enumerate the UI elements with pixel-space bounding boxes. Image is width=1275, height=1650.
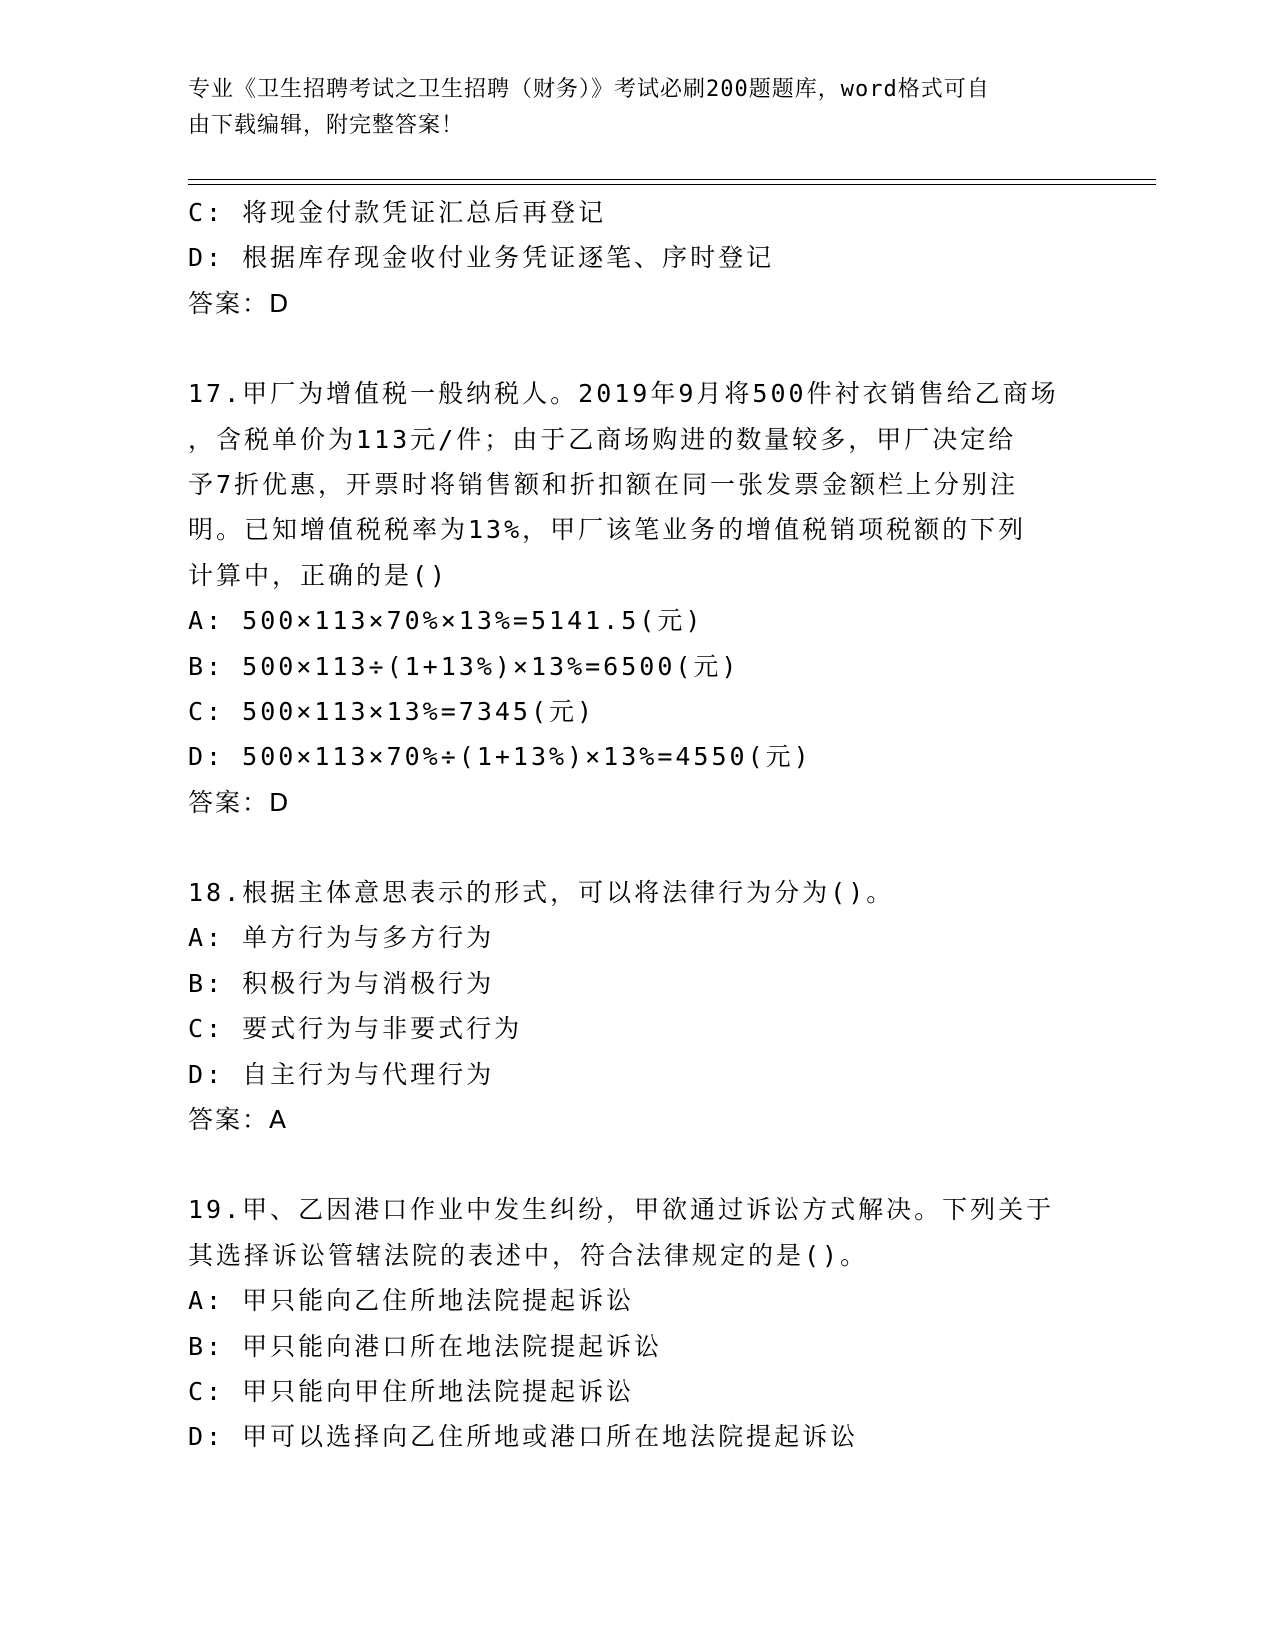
spacer <box>188 326 1088 371</box>
option-b: B: 甲只能向港口所在地法院提起诉讼 <box>188 1331 663 1361</box>
option-c: C: 将现金付款凭证汇总后再登记 <box>188 198 607 227</box>
option-c: C: 500×113×13%=7345(元) <box>188 696 596 726</box>
question-stem-line: 明。已知增值税税率为13%，甲厂该笔业务的增值税销项税额的下列 <box>188 515 1027 545</box>
option-a: A: 500×113×70%×13%=5141.5(元) <box>188 606 704 636</box>
option-d: D: 甲可以选择向乙住所地或港口所在地法院提起诉讼 <box>188 1422 859 1452</box>
header-line-1: 专业《卫生招聘考试之卫生招聘（财务）》考试必刷200题题库，word格式可自 <box>188 77 990 102</box>
question-stem-line: 计算中，正确的是() <box>188 560 449 590</box>
question-stem-line: 18.根据主体意思表示的形式，可以将法律行为分为()。 <box>188 878 895 908</box>
question-stem-line: ，含税单价为113元/件；由于乙商场购进的数量较多，甲厂决定给 <box>188 424 1017 454</box>
spacer <box>188 825 1088 870</box>
question-stem-line: 其选择诉讼管辖法院的表述中，符合法律规定的是()。 <box>188 1240 869 1270</box>
option-a: A: 甲只能向乙住所地法院提起诉讼 <box>188 1286 635 1316</box>
question-19 <box>188 1187 1088 1459</box>
question-16-continued <box>188 190 1088 326</box>
option-d: D: 根据库存现金收付业务凭证逐笔、序时登记 <box>188 243 775 273</box>
option-b: B: 500×113÷(1+13%)×13%=6500(元) <box>188 651 740 681</box>
header-divider-thin <box>188 179 1156 180</box>
option-a: A: 单方行为与多方行为 <box>188 923 495 953</box>
answer-line: 答案：D <box>188 288 291 318</box>
document-header <box>188 72 1088 144</box>
option-c: C: 要式行为与非要式行为 <box>188 1014 523 1044</box>
question-stem-line: 17.甲厂为增值税一般纳税人。2019年9月将500件衬衣销售给乙商场 <box>188 379 1059 409</box>
question-content <box>188 190 1088 1460</box>
answer-line: 答案：D <box>188 787 291 817</box>
question-stem-line: 19.甲、乙因港口作业中发生纠纷，甲欲通过诉讼方式解决。下列关于 <box>188 1195 1055 1225</box>
header-divider-thick <box>188 184 1156 185</box>
answer-line: 答案：A <box>188 1105 289 1135</box>
question-stem-line: 予7折优惠，开票时将销售额和折扣额在同一张发票金额栏上分别注 <box>188 469 1019 499</box>
option-c: C: 甲只能向甲住所地法院提起诉讼 <box>188 1376 635 1406</box>
question-17 <box>188 371 1088 825</box>
header-line-2: 由下载编辑，附完整答案！ <box>188 113 465 138</box>
option-b: B: 积极行为与消极行为 <box>188 968 495 998</box>
question-18 <box>188 870 1088 1142</box>
spacer <box>188 1142 1088 1187</box>
option-d: D: 自主行为与代理行为 <box>188 1059 495 1089</box>
option-d: D: 500×113×70%÷(1+13%)×13%=4550(元) <box>188 742 812 772</box>
